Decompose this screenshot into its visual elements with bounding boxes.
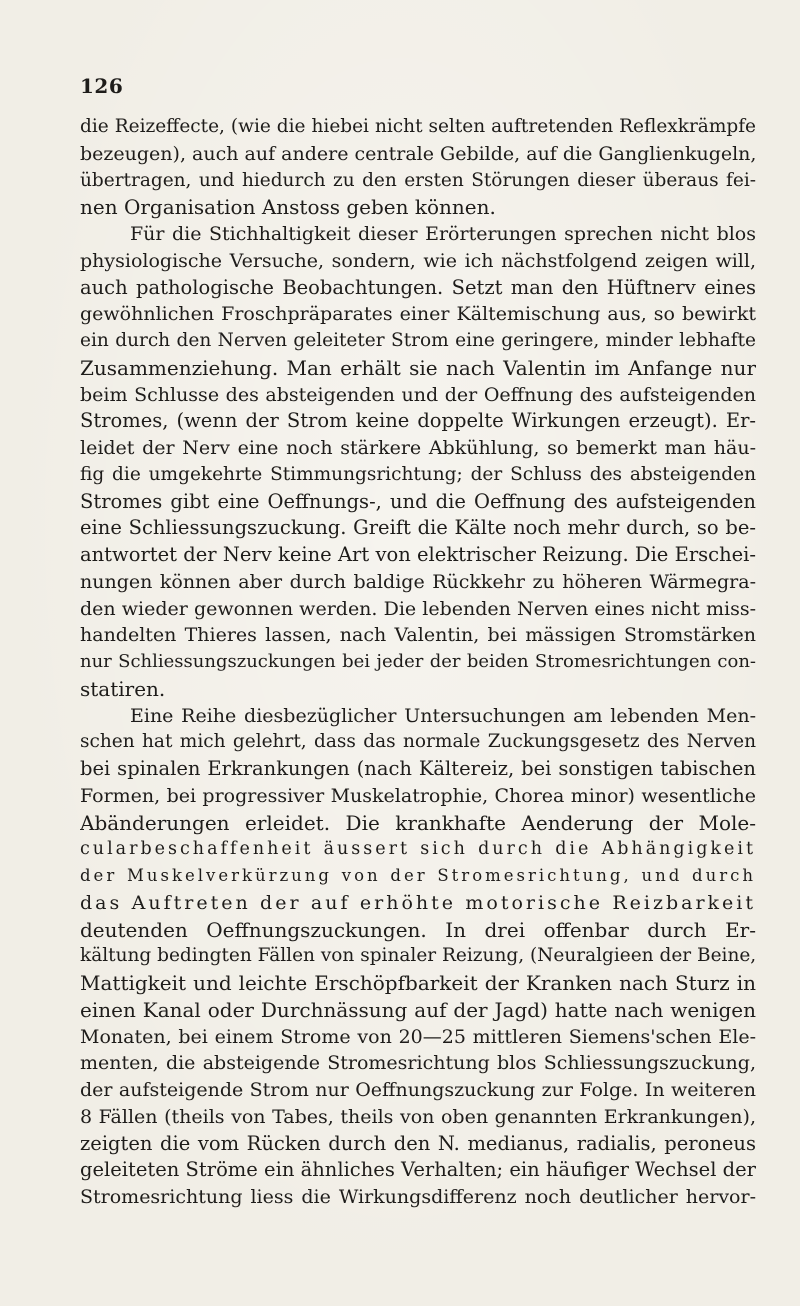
body-text [80, 114, 756, 1211]
text-line: den wieder gewonnen werden. Die lebenden Nerven eines nicht miss- [80, 597, 756, 620]
text-line: gewöhnlichen Froschpräparates einer Kältemischung aus, so bewirkt [80, 303, 756, 326]
text-line: nur Schliessungszuckungen bei jeder der beiden Stromesrichtungen con- [80, 651, 756, 672]
text-line: deutenden Oeffnungszuckungen. In drei offenbar durch Er- [80, 917, 756, 942]
text-line: Stromes gibt eine Oeffnungs-, und die Oeffnung des aufsteigenden [80, 489, 756, 513]
text-line: bei spinalen Erkrankungen (nach Kältereiz, bei sonstigen tabischen [80, 757, 756, 780]
text-line: beim Schlusse des absteigenden und der Oeffnung des aufsteigenden [80, 383, 756, 406]
text-line: Zusammenziehung. Man erhält sie nach Valentin im Anfange nur [80, 355, 756, 380]
text-line: eine Schliessungszuckung. Greift die Kälte noch mehr durch, so be- [80, 516, 756, 540]
text-line: physiologische Versuche, sondern, wie ich nächstfolgend zeigen will, [80, 249, 756, 272]
text-line: Monaten, bei einem Strome von 20—25 mittleren Siemens'schen Ele- [80, 1025, 756, 1048]
text-line: das Auftreten der auf erhöhte motorische Reizbarkeit [80, 891, 756, 914]
text-line: fig die umgekehrte Stimmungsrichtung; der Schluss des absteigenden [80, 463, 756, 485]
text-line: statiren. [80, 676, 166, 701]
text-line: cularbeschaffenheit äussert sich durch die Abhängigkeit [80, 839, 756, 860]
text-line: bezeugen), auch auf andere centrale Gebilde, auf die Ganglienkugeln, [80, 142, 756, 165]
text-line: der aufsteigende Strom nur Oeffnungszuckung zur Folge. In weiteren [80, 1079, 756, 1101]
text-line: nungen können aber durch baldige Rückkehr zu höheren Wärmegra- [80, 570, 756, 593]
text-line: geleiteten Ströme ein ähnliches Verhalten; ein häufiger Wechsel der [80, 1158, 756, 1182]
text-line: ein durch den Nerven geleiteter Strom eine geringere, minder lebhafte [80, 330, 756, 351]
text-line: schen hat mich gelehrt, dass das normale Zuckungsgesetz des Nerven [80, 731, 756, 753]
text-line: antwortet der Nerv keine Art von elektrischer Reizung. Die Erschei- [80, 543, 756, 566]
text-line: übertragen, und hiedurch zu den ersten Störungen dieser überaus fei- [80, 169, 756, 191]
text-line: nen Organisation Anstoss geben können. [80, 195, 496, 220]
text-line: handelten Thieres lassen, nach Valentin, bei mässigen Stromstärken [80, 624, 756, 647]
text-line: Eine Reihe diesbezüglicher Untersuchungen am lebenden Men- [130, 704, 756, 727]
text-line: 8 Fällen (theils von Tabes, theils von oben genannten Erkrankungen), [80, 1105, 756, 1128]
text-line: Stromesrichtung liess die Wirkungsdifferenz noch deutlicher hervor- [80, 1186, 756, 1208]
text-line: zeigten die vom Rücken durch den N. medianus, radialis, peroneus [80, 1131, 756, 1155]
text-line: Für die Stichhaltigkeit dieser Erörterungen sprechen nicht blos [130, 223, 756, 245]
text-line: auch pathologische Beobachtungen. Setzt man den Hüftnerv eines [80, 275, 756, 299]
text-line: Stromes, (wenn der Strom keine doppelte Wirkungen erzeugt). Er- [80, 409, 756, 433]
text-line: kältung bedingten Fällen von spinaler Reizung, (Neuralgieen der Beine, [80, 945, 756, 967]
page-number: 126 [80, 74, 124, 98]
text-line: Formen, bei progressiver Muskelatrophie, Chorea minor) wesentliche [80, 784, 756, 807]
text-line: Mattigkeit und leichte Erschöpfbarkeit der Kranken nach Sturz in [80, 971, 756, 995]
text-line: Abänderungen erleidet. Die krankhafte Aenderung der Mole- [80, 810, 756, 835]
text-line: leidet der Nerv eine noch stärkere Abkühlung, so bemerkt man häu- [80, 437, 756, 459]
text-line: einen Kanal oder Durchnässung auf der Jagd) hatte nach wenigen [80, 997, 756, 1022]
text-line: die Reizeffecte, (wie die hiebei nicht selten auftretenden Reflexkrämpfe [80, 116, 756, 137]
text-line: menten, die absteigende Stromesrichtung blos Schliessungszuckung, [80, 1052, 756, 1075]
text-line: der Muskelverkürzung von der Stromesrichtung, und durch [80, 866, 756, 885]
